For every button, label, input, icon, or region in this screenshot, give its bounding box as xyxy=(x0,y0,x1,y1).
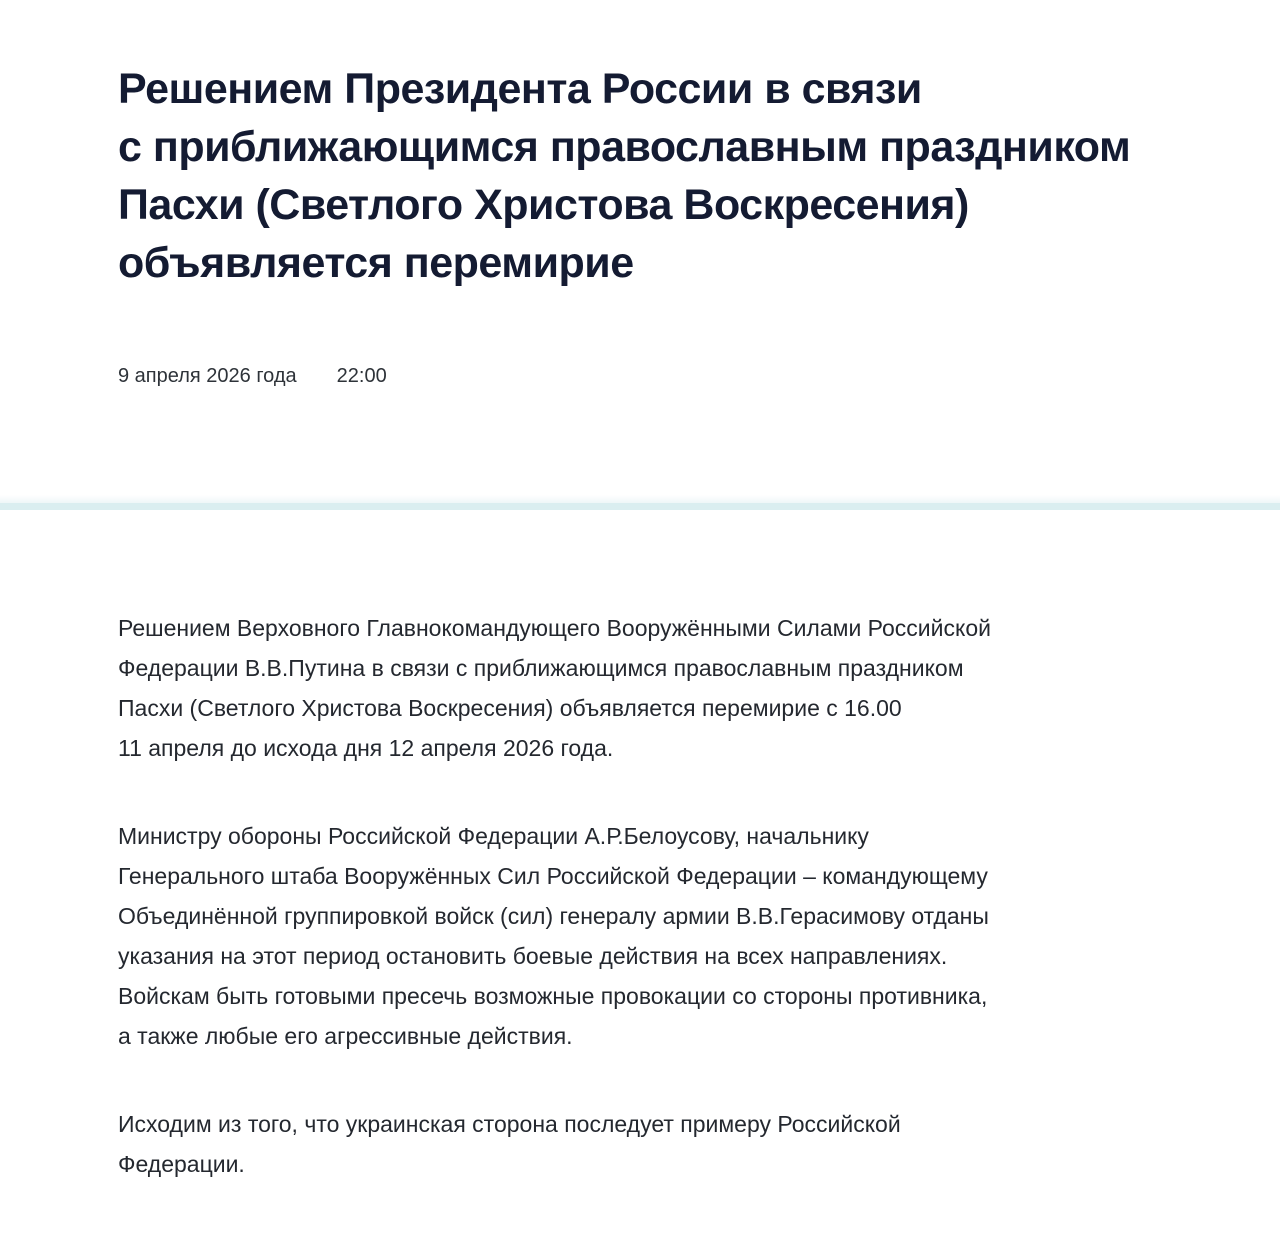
title-line: Пасхи (Светлого Христова Воскресения) xyxy=(118,181,969,229)
divider-line xyxy=(0,503,1280,510)
paragraph-line: Объединённой группировкой войск (сил) генералу армии В.В.Герасимову отданы xyxy=(118,903,989,929)
paragraph-line: Пасхи (Светлого Христова Воскресения) объявляется перемирие с 16.00 xyxy=(118,695,902,721)
title-line: объявляется перемирие xyxy=(118,239,634,287)
publish-time: 22:00 xyxy=(336,365,387,387)
article-body xyxy=(0,510,1280,1184)
paragraph-line: 11 апреля до исхода дня 12 апреля 2026 года. xyxy=(118,735,614,761)
article-title xyxy=(118,60,1190,292)
paragraph xyxy=(118,608,1190,768)
paragraph-line: а также любые его агрессивные действия. xyxy=(118,1023,573,1049)
paragraph-line: Федерации В.В.Путина в связи с приближающимся православным праздником xyxy=(118,655,964,681)
paragraph-line: Министру обороны Российской Федерации А.Р.Белоусову, начальнику xyxy=(118,823,869,849)
article-header xyxy=(0,0,1280,495)
divider-fade xyxy=(0,495,1280,503)
paragraph-line: Исходим из того, что украинская сторона последует примеру Российской xyxy=(118,1111,901,1137)
paragraph-line: Решением Верховного Главнокомандующего Вооружёнными Силами Российской xyxy=(118,615,991,641)
paragraph xyxy=(118,1104,1190,1184)
paragraph xyxy=(118,816,1190,1056)
paragraph-line: Федерации. xyxy=(118,1151,245,1177)
section-divider xyxy=(0,495,1280,510)
publish-date: 9 апреля 2026 года xyxy=(118,365,297,387)
title-line: с приближающимся православным праздником xyxy=(118,123,1131,171)
title-line: Решением Президента России в связи xyxy=(118,65,922,113)
paragraph-line: указания на этот период остановить боевые действия на всех направлениях. xyxy=(118,943,948,969)
paragraph-line: Войскам быть готовыми пресечь возможные провокации со стороны противника, xyxy=(118,983,988,1009)
paragraph-line: Генерального штаба Вооружённых Сил Российской Федерации – командующему xyxy=(118,863,988,889)
article-meta xyxy=(118,362,1190,390)
